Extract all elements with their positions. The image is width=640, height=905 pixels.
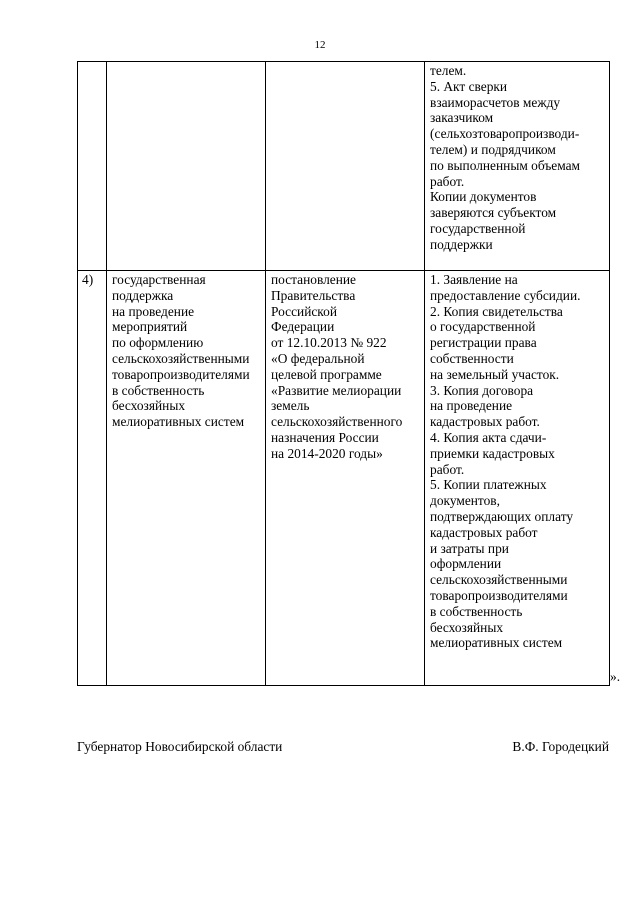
signatory-name: В.Ф. Городецкий (512, 739, 609, 754)
row-number-cell: 4) (78, 271, 107, 686)
measure-cell: государственная поддержка на проведение мероприятий по оформлению сельскохозяйственными товаропроизводителями в собственность бесхозяйных мелиоративных систем (107, 271, 266, 686)
legal-basis-cell (266, 62, 425, 271)
table-row-4 (78, 271, 610, 686)
row-number-cell (78, 62, 107, 271)
documents-cell: телем. 5. Акт сверки взаиморасчетов между заказчиком (сельхозтоваропроизводи- телем) и подрядчиком по выполненным объемам работ. Копии документов заверяются субъектом государственной поддержки (425, 62, 610, 271)
closing-quote-mark: ». (610, 669, 621, 684)
documents-cell: 1. Заявление на предоставление субсидии. 2. Копия свидетельства о государственной регистрации права собственности на земельный участок. 3. Копия договора на проведение кадастровых работ. 4. Копия акта сдачи- приемки кадастровых работ. 5. Копии платежных документов, подтверждающих оплату кадастровых работ и затраты при оформлении сельскохозяйственными товаропроизводителями в собственность бесхозяйных мелиоративных систем (425, 271, 610, 686)
signatory-title: Губернатор Новосибирской области (77, 739, 283, 754)
measure-cell (107, 62, 266, 271)
table-row-continued (78, 62, 610, 271)
page-number: 12 (314, 39, 326, 51)
legal-basis-cell: постановление Правительства Российской Федерации от 12.10.2013 № 922 «О федеральной целевой программе «Развитие мелиорации земель сельскохозяйственного назначения России на 2014-2020 годы» (266, 271, 425, 686)
document-table (77, 61, 610, 686)
